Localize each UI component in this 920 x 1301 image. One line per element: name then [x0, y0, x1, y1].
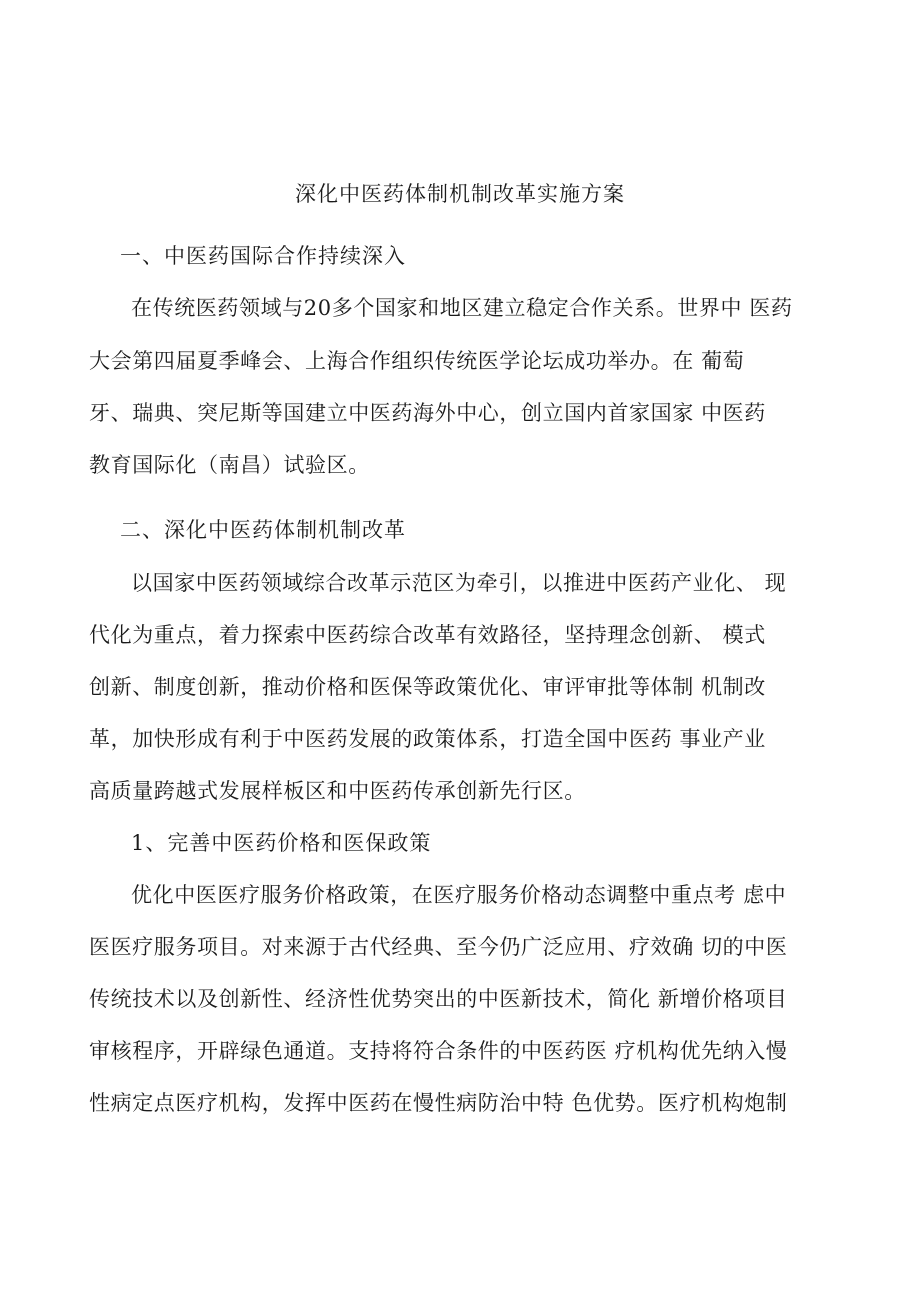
subsection-1-paragraph-line: 传统技术以及创新性、经济性优势突出的中医新技术，简化 新增价格项目: [89, 987, 788, 1011]
subsection-1-paragraph-line: 优化中医医疗服务价格政策，在医疗服务价格动态调整中重点考 虑中: [131, 883, 787, 907]
section-1-heading: 一、中医药国际合作持续深入: [120, 244, 406, 268]
section-1-paragraph-line: 牙、瑞典、突尼斯等国建立中医药海外中心，创立国内首家国家 中医药: [89, 401, 766, 425]
section-2-paragraph-line: 以国家中医药领域综合改革示范区为牵引，以推进中医药产业化、 现: [131, 571, 787, 595]
section-2-paragraph-line: 革，加快形成有利于中医药发展的政策体系，打造全国中医药 事业产业: [89, 727, 766, 751]
subsection-1-paragraph-line: 医医疗服务项目。对来源于古代经典、至今仍广泛应用、疗效确 切的中医: [89, 935, 788, 959]
section-1-paragraph-line: 教育国际化（南昌）试验区。: [89, 453, 370, 477]
subsection-1-paragraph-line: 性病定点医疗机构，发挥中医药在慢性病防治中特 色优势。医疗机构炮制: [89, 1091, 788, 1115]
section-2-paragraph-line: 创新、制度创新，推动价格和医保等政策优化、审评审批等体制 机制改: [89, 675, 766, 699]
section-2-paragraph-line: 代化为重点，着力探索中医药综合改革有效路径，坚持理念创新、 模式: [89, 623, 766, 647]
section-2-paragraph-line: 高质量跨越式发展样板区和中医药传承创新先行区。: [89, 779, 586, 803]
section-1-paragraph-line: 大会第四届夏季峰会、上海合作组织传统医学论坛成功举办。在 葡萄: [89, 349, 745, 373]
section-2-heading: 二、深化中医药体制机制改革: [120, 518, 406, 542]
document-title: 深化中医药体制机制改革实施方案: [295, 182, 625, 206]
subsection-1-paragraph-line: 审核程序，开辟绿色通道。支持将符合条件的中医药医 疗机构优先纳入慢: [89, 1039, 788, 1063]
section-1-paragraph-line: 在传统医药领域与20多个国家和地区建立稳定合作关系。世界中 医药: [131, 296, 793, 320]
subsection-1-heading: 1、完善中医药价格和医保政策: [131, 831, 432, 855]
